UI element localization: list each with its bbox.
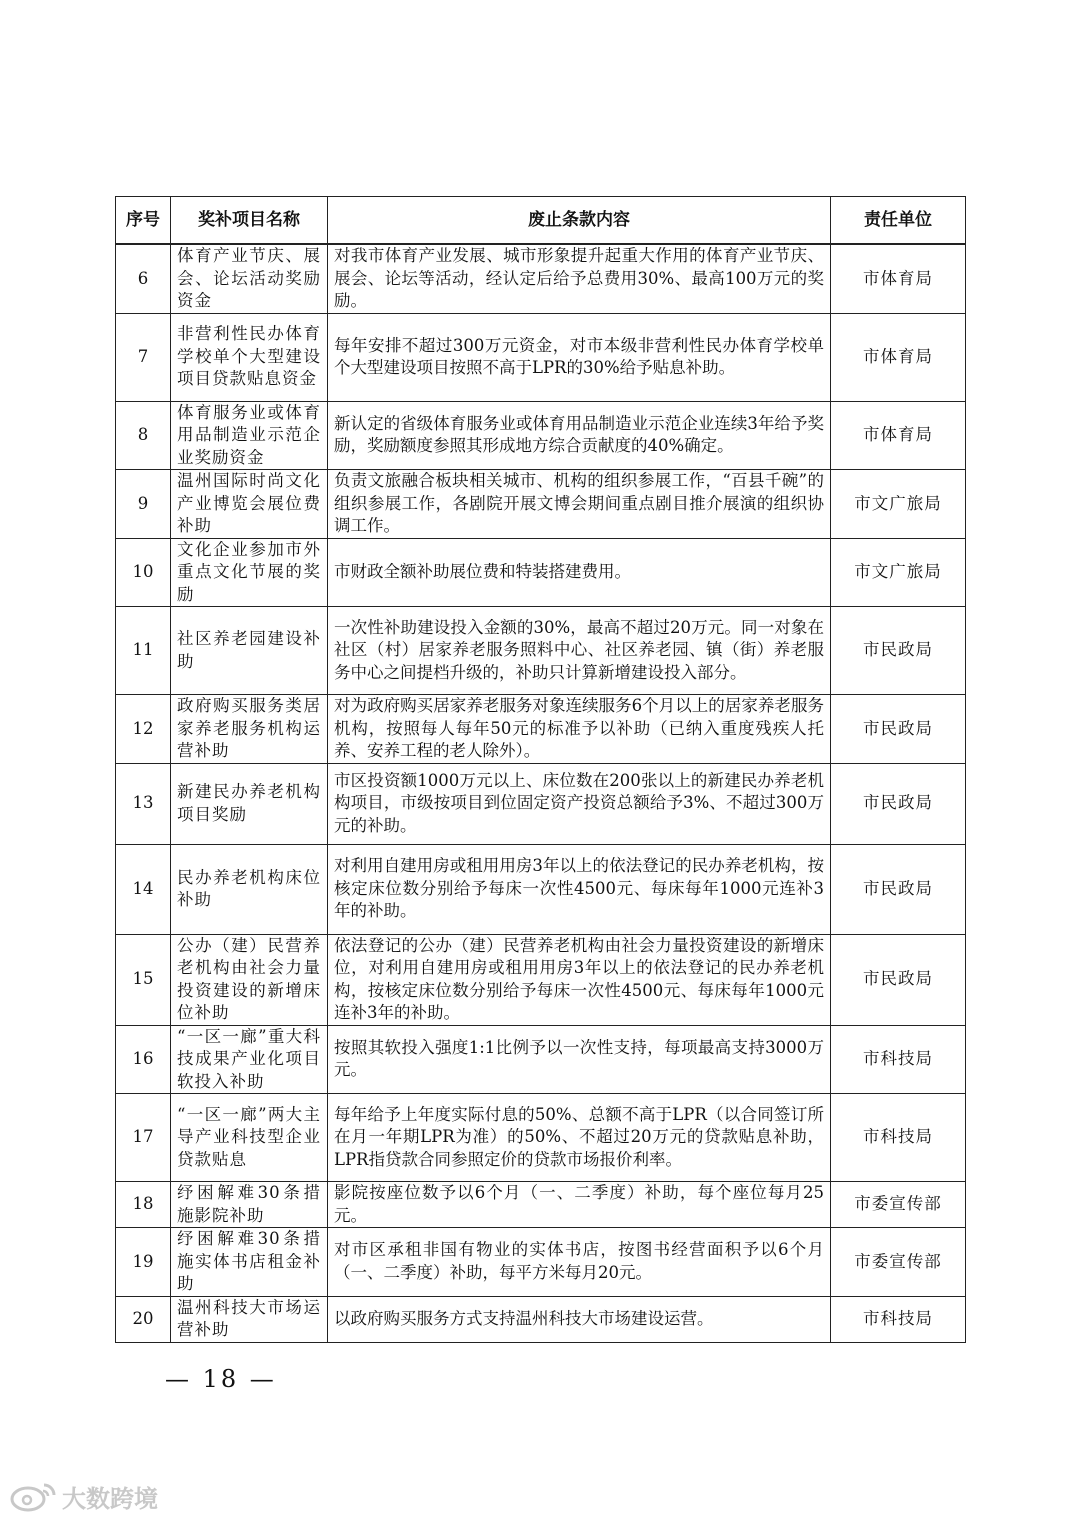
row-project-name: 体育产业节庆、展会、论坛活动奖励资金 [171, 244, 328, 313]
table-row [116, 1025, 966, 1094]
table-row [116, 1182, 966, 1228]
row-project-name: 文化企业参加市外重点文化节展的奖励 [171, 538, 328, 607]
table-row [116, 244, 966, 313]
row-project-name: 民办养老机构床位补助 [171, 844, 328, 934]
table-row [116, 934, 966, 1025]
row-responsible-unit: 市委宣传部 [831, 1182, 966, 1228]
row-responsible-unit: 市民政局 [831, 934, 966, 1025]
subsidy-repeal-table [115, 196, 966, 1343]
table-row [116, 401, 966, 470]
row-project-name: 温州科技大市场运营补助 [171, 1296, 328, 1342]
row-repealed-content: 以政府购买服务方式支持温州科技大市场建设运营。 [328, 1296, 831, 1342]
table-row [116, 313, 966, 401]
header-repealed-content: 废止条款内容 [328, 197, 831, 245]
row-no: 10 [116, 538, 171, 607]
row-no: 11 [116, 607, 171, 695]
watermark [8, 1476, 158, 1516]
row-project-name: 纾困解难30条措施影院补助 [171, 1182, 328, 1228]
watermark-text: 大数跨境 [62, 1484, 158, 1513]
row-no: 14 [116, 844, 171, 934]
weibo-style-logo-icon [8, 1479, 60, 1513]
table-row [116, 763, 966, 844]
row-no: 12 [116, 695, 171, 764]
row-responsible-unit: 市科技局 [831, 1296, 966, 1342]
page-number: — 18 — [165, 1365, 277, 1393]
row-repealed-content: 每年安排不超过300万元资金，对市本级非营利性民办体育学校单个大型建设项目按照不高于LPR的30%给予贴息补助。 [328, 313, 831, 401]
row-no: 18 [116, 1182, 171, 1228]
row-responsible-unit: 市文广旅局 [831, 538, 966, 607]
row-responsible-unit: 市文广旅局 [831, 470, 966, 539]
table-row [116, 1296, 966, 1342]
header-no: 序号 [116, 197, 171, 245]
table-row [116, 695, 966, 764]
row-no: 13 [116, 763, 171, 844]
row-no: 17 [116, 1094, 171, 1182]
row-repealed-content: 依法登记的公办（建）民营养老机构由社会力量投资建设的新增床位，对利用自建用房或租用用房3年以上的依法登记的民办养老机构，按核定床位数分别给予每床一次性4500元、每床每年1000元连补3年的补助。 [328, 934, 831, 1025]
row-no: 15 [116, 934, 171, 1025]
row-repealed-content: 按照其软投入强度1:1比例予以一次性支持，每项最高支持3000万元。 [328, 1025, 831, 1094]
row-repealed-content: 每年给予上年度实际付息的50%、总额不高于LPR（以合同签订所在月一年期LPR为准）的50%、不超过20万元的贷款贴息补助，LPR指贷款合同参照定价的贷款市场报价利率。 [328, 1094, 831, 1182]
row-responsible-unit: 市体育局 [831, 313, 966, 401]
row-project-name: 政府购买服务类居家养老服务机构运营补助 [171, 695, 328, 764]
row-project-name: “一区一廊”重大科技成果产业化项目软投入补助 [171, 1025, 328, 1094]
row-repealed-content: 对为政府购买居家养老服务对象连续服务6个月以上的居家养老服务机构，按照每人每年50元的标准予以补助（已纳入重度残疾人托养、安养工程的老人除外）。 [328, 695, 831, 764]
row-no: 8 [116, 401, 171, 470]
row-project-name: 非营利性民办体育学校单个大型建设项目贷款贴息资金 [171, 313, 328, 401]
row-project-name: 新建民办养老机构项目奖励 [171, 763, 328, 844]
row-project-name: 社区养老园建设补助 [171, 607, 328, 695]
header-project-name: 奖补项目名称 [171, 197, 328, 245]
row-responsible-unit: 市民政局 [831, 695, 966, 764]
row-repealed-content: 对利用自建用房或租用用房3年以上的依法登记的民办养老机构，按核定床位数分别给予每床一次性4500元、每床每年1000元连补3年的补助。 [328, 844, 831, 934]
row-responsible-unit: 市科技局 [831, 1025, 966, 1094]
row-project-name: 纾困解难30条措施实体书店租金补助 [171, 1228, 328, 1297]
row-no: 20 [116, 1296, 171, 1342]
row-repealed-content: 对我市体育产业发展、城市形象提升起重大作用的体育产业节庆、展会、论坛等活动，经认定后给予总费用30%、最高100万元的奖励。 [328, 244, 831, 313]
row-no: 9 [116, 470, 171, 539]
row-project-name: “一区一廊”两大主导产业科技型企业贷款贴息 [171, 1094, 328, 1182]
table-row [116, 1094, 966, 1182]
table-row [116, 607, 966, 695]
table-row [116, 538, 966, 607]
row-repealed-content: 负责文旅融合板块相关城市、机构的组织参展工作，“百县千碗”的组织参展工作，各剧院开展文博会期间重点剧目推介展演的组织协调工作。 [328, 470, 831, 539]
table-row [116, 470, 966, 539]
table-header-row [116, 197, 966, 245]
row-no: 7 [116, 313, 171, 401]
row-repealed-content: 对市区承租非国有物业的实体书店，按图书经营面积予以6个月（一、二季度）补助，每平方米每月20元。 [328, 1228, 831, 1297]
row-repealed-content: 影院按座位数予以6个月（一、二季度）补助，每个座位每月25元。 [328, 1182, 831, 1228]
row-responsible-unit: 市民政局 [831, 844, 966, 934]
table-row [116, 1228, 966, 1297]
row-no: 19 [116, 1228, 171, 1297]
row-no: 16 [116, 1025, 171, 1094]
row-project-name: 公办（建）民营养老机构由社会力量投资建设的新增床位补助 [171, 934, 328, 1025]
row-project-name: 温州国际时尚文化产业博览会展位费补助 [171, 470, 328, 539]
row-repealed-content: 市区投资额1000万元以上、床位数在200张以上的新建民办养老机构项目，市级按项目到位固定资产投资总额给予3%、不超过300万元的补助。 [328, 763, 831, 844]
row-repealed-content: 市财政全额补助展位费和特装搭建费用。 [328, 538, 831, 607]
row-responsible-unit: 市体育局 [831, 244, 966, 313]
row-responsible-unit: 市民政局 [831, 763, 966, 844]
row-repealed-content: 新认定的省级体育服务业或体育用品制造业示范企业连续3年给予奖励，奖励额度参照其形成地方综合贡献度的40%确定。 [328, 401, 831, 470]
row-responsible-unit: 市科技局 [831, 1094, 966, 1182]
row-no: 6 [116, 244, 171, 313]
row-responsible-unit: 市委宣传部 [831, 1228, 966, 1297]
row-repealed-content: 一次性补助建设投入金额的30%，最高不超过20万元。同一对象在社区（村）居家养老服务照料中心、社区养老园、镇（街）养老服务中心之间提档升级的，补助只计算新增建设投入部分。 [328, 607, 831, 695]
row-project-name: 体育服务业或体育用品制造业示范企业奖励资金 [171, 401, 328, 470]
table-row [116, 844, 966, 934]
row-responsible-unit: 市民政局 [831, 607, 966, 695]
row-responsible-unit: 市体育局 [831, 401, 966, 470]
header-responsible-unit: 责任单位 [831, 197, 966, 245]
